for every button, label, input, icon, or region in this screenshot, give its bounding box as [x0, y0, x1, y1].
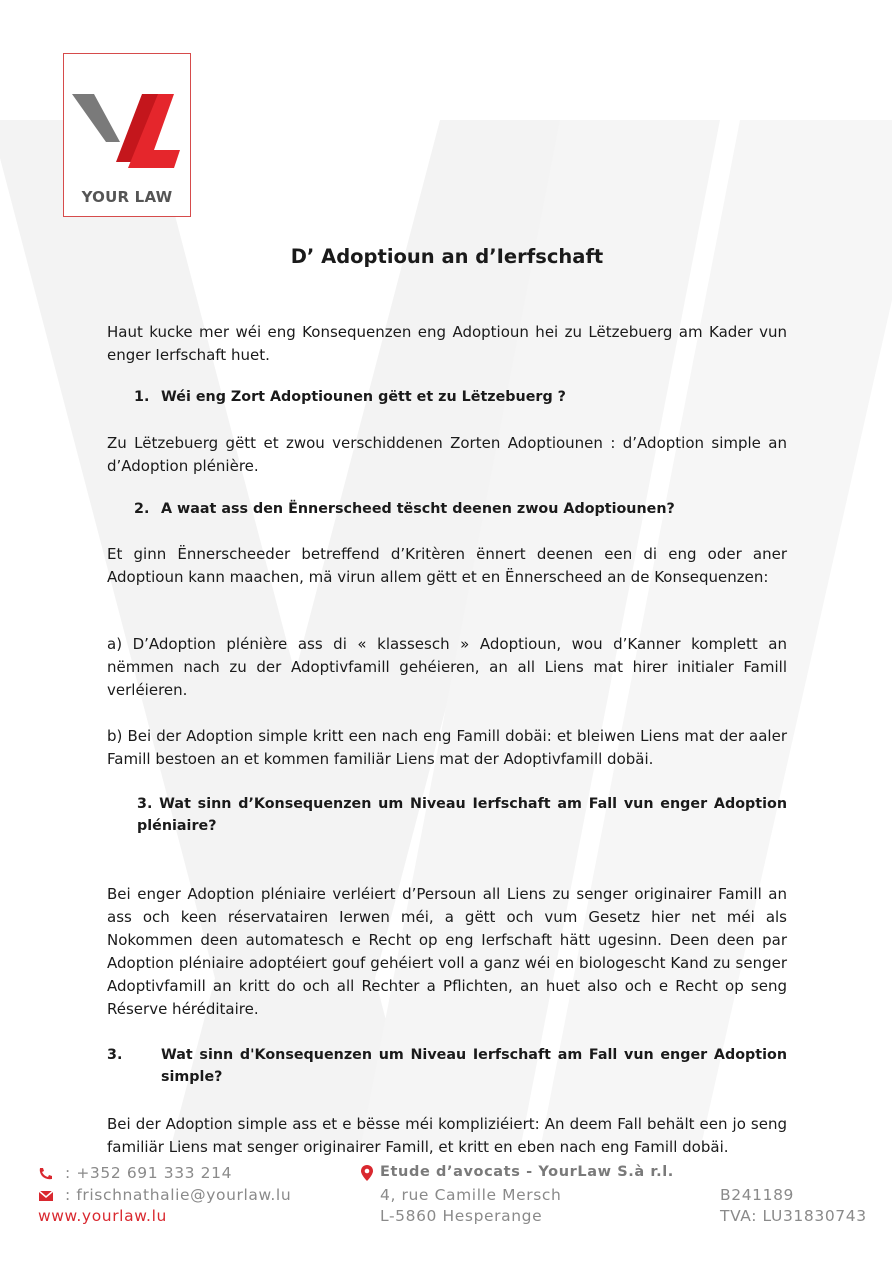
paragraph: Bei der Adoption simple ass et e bësse méi kompliziéiert: An deem Fall behält een jo seng familiär Liens mat senger originairer Famill, et kritt en eben nach eng Famill dobäi. — [107, 1115, 787, 1156]
paragraph: Zu Lëtzebuerg gëtt et zwou verschiddenen Zorten Adoptiounen : d’Adoption simple an d’Adoption plénière. — [107, 434, 787, 475]
footer-email[interactable]: : frischnathalie@yourlaw.lu — [65, 1186, 292, 1204]
phone-icon — [38, 1167, 54, 1181]
section-heading-3 — [137, 793, 787, 837]
company-logo — [63, 53, 191, 217]
footer-vat-number: TVA: LU31830743 — [720, 1207, 867, 1225]
section-heading-text: Wéi eng Zort Adoptiounen gëtt et zu Lëtzebuerg ? — [161, 389, 566, 405]
section-heading-text: A waat ass den Ënnerscheed tëscht deenen zwou Adoptiounen? — [161, 501, 675, 517]
paragraph: Et ginn Ënnerscheeder betreffend d’Kritèren ënnert deenen een di eng oder aner Adoptioun kann maachen, mä virun allem gëtt et en Ënnerscheed an de Konsequenzen: — [107, 545, 787, 586]
section-heading-text: Wat sinn d'Konsequenzen um Niveau Ierfschaft am Fall vun enger Adoption simple? — [161, 1047, 787, 1085]
yl-logo-icon — [72, 84, 184, 184]
section-number: 2. — [134, 501, 150, 517]
footer-firm-name: Etude d’avocats - YourLaw S.à r.l. — [380, 1164, 674, 1180]
section-number: 3. — [107, 1047, 123, 1063]
location-pin-icon — [361, 1165, 373, 1181]
paragraph: b) Bei der Adoption simple kritt een nach eng Famill dobäi: et bleiwen Liens mat der aaler Famill bestoen an et kommen familiär Liens mat der Adoptivfamill dobäi. — [107, 727, 787, 768]
section-heading-text: Wat sinn d’Konsequenzen um Niveau Ierfschaft am Fall vun enger Adoption pléniaire? — [137, 796, 787, 834]
logo-wordmark: YOUR LAW — [81, 188, 173, 206]
section-number: 1. — [134, 389, 150, 405]
section-number: 3. — [137, 796, 153, 812]
mail-icon — [38, 1190, 54, 1202]
intro-paragraph: Haut kucke mer wéi eng Konsequenzen eng Adoptioun hei zu Lëtzebuerg am Kader vun enger Ierfschaft huet. — [107, 323, 787, 364]
page-title: D’ Adoptioun an d’Ierfschaft — [290, 245, 604, 268]
footer-phone: : +352 691 333 214 — [65, 1164, 233, 1182]
section-heading-1 — [134, 386, 787, 408]
footer-website[interactable]: www.yourlaw.lu — [38, 1207, 167, 1225]
footer-street: 4, rue Camille Mersch — [380, 1186, 562, 1204]
footer-rcs-number: B241189 — [720, 1186, 795, 1204]
footer — [0, 1162, 892, 1232]
section-heading-4 — [107, 1044, 787, 1088]
paragraph: a) D’Adoption plénière ass di « klassesch » Adoptioun, wou d’Kanner komplett an nëmmen nach zu der Adoptivfamill gehéieren, an all Liens mat hirer initialer Famill verléieren. — [107, 635, 787, 699]
paragraph: Bei enger Adoption pléniaire verléiert d’Persoun all Liens zu senger originairer Famill an ass och keen réservatairen Ierwen méi, a gëtt och vum Gesetz hier net méi als Nokommen deen automatesch e Recht op eng Ierfschaft hätt ugesinn. Deen deen par Adoption pléniaire adoptéiert gouf gehéiert voll a ganz wéi en biologescht Kand zu senger Adoptivfamill an kritt do och all Rechter a Pflichten, an huet also och e Recht op seng Réserve héréditaire. — [107, 885, 787, 1018]
section-heading-2 — [134, 498, 787, 520]
footer-city: L-5860 Hesperange — [380, 1207, 543, 1225]
